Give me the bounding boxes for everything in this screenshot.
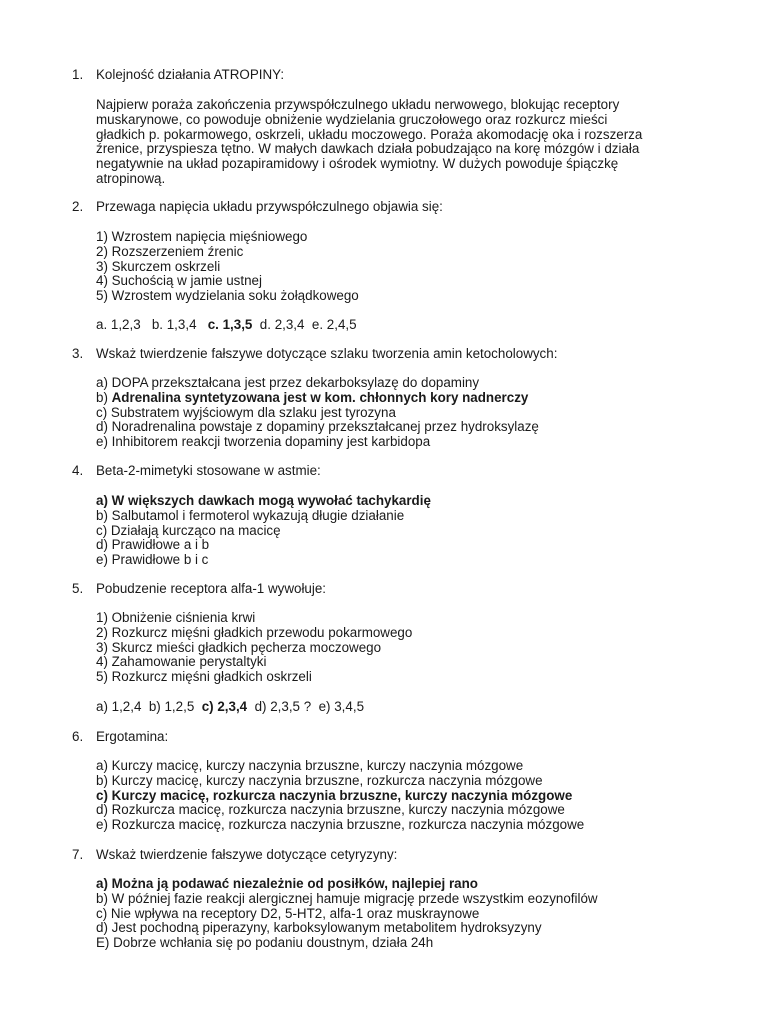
answer-b: b) 1,2,5 [148, 699, 202, 714]
option-item: 4) Suchością w jamie ustnej [96, 273, 262, 289]
question-2-answers [96, 318, 357, 333]
answer-b: b. 1,3,4 [151, 317, 208, 332]
option-item: 3) Skurcz mieści gładkich pęcherza moczowego [96, 639, 382, 655]
option-e: e) Inhibitorem reakcji tworzenia dopaminy jest karbidopa [96, 434, 431, 450]
option-c-correct: c) Kurczy macicę, rozkurcza naczynia brzuszne, kurczy naczynia mózgowe [96, 787, 573, 803]
answer-c-correct: c) 2,3,4 [201, 699, 248, 714]
question-title: Beta-2-mimetyki stosowane w astmie: [96, 463, 321, 478]
option-item: 1) Obniżenie ciśnienia krwi [96, 610, 256, 625]
option-b-correct: Adrenalina syntetyzowana jest w kom. chłonnych kory nadnerczy [111, 389, 529, 405]
question-number: 4. [72, 463, 84, 478]
paragraph-line: atropinową. [96, 170, 166, 186]
answer-e: e) 3,4,5 [318, 699, 365, 714]
option-d: d) Prawidłowe a i b [96, 537, 210, 553]
question-4-heading [72, 464, 321, 479]
option-item: 5) Rozkurcz mięśni gładkich oskrzeli [96, 669, 312, 685]
option-a-correct: a) W większych dawkach mogą wywołać tachykardię [96, 493, 431, 508]
paragraph-line: Najpierw poraża zakończenia przywspółczulnego układu nerwowego, blokując receptory [96, 97, 620, 112]
question-title: Przewaga napięcia układu przywspółczulnego objawia się: [96, 199, 443, 214]
paragraph-line: muskarynowe, co powoduje obniżenie wydzielania gruczołowego oraz rozkurcz mieści [96, 111, 608, 127]
question-6-options [96, 759, 696, 833]
question-title: Pobudzenie receptora alfa-1 wywołuje: [96, 581, 327, 596]
option-item: 5) Wzrostem wydzielania soku żołądkowego [96, 288, 359, 304]
question-number: 1. [72, 67, 84, 82]
option-b: b) W później fazie reakcji alergicznej hamuje migrację przede wszystkim eozynofilów [96, 890, 598, 906]
question-number: 2. [72, 199, 84, 214]
answer-e: e. 2,4,5 [311, 317, 357, 332]
option-a: a) DOPA przekształcana jest przez dekarboksylazę do dopaminy [96, 375, 480, 390]
question-number: 3. [72, 346, 84, 361]
option-e: E) Dobrze wchłania się po podaniu doustnym, działa 24h [96, 935, 434, 951]
question-3-options [96, 376, 696, 450]
option-c: c) Działają kurcząco na macicę [96, 522, 281, 538]
question-number: 7. [72, 847, 84, 862]
option-d: d) Noradrenalina powstaje z dopaminy przekształcanej przez hydroksylazę [96, 419, 539, 435]
option-a-correct: a) Można ją podawać niezależnie od posiłków, najlepiej rano [96, 876, 478, 891]
question-3-heading [72, 347, 557, 362]
option-e: e) Prawidłowe b i c [96, 552, 209, 568]
question-5-answers [96, 700, 364, 715]
question-1-paragraph [96, 98, 696, 187]
question-6-heading [72, 730, 168, 745]
question-title: Ergotamina: [96, 729, 169, 744]
option-b-prefix: b) [96, 389, 112, 405]
question-number: 6. [72, 729, 84, 744]
option-item: 3) Skurczem oskrzeli [96, 258, 221, 274]
question-title: Wskaż twierdzenie fałszywe dotyczące cetyryzyny: [96, 847, 398, 862]
option-b: b) Salbutamol i fermoterol wykazują długie działanie [96, 507, 405, 523]
question-2-heading [72, 200, 443, 215]
question-title: Kolejność działania ATROPINY: [96, 67, 285, 82]
option-item: 4) Zahamowanie perystaltyki [96, 654, 267, 670]
option-a: a) Kurczy macicę, kurczy naczynia brzuszne, kurczy naczynia mózgowe [96, 758, 524, 773]
option-b [96, 391, 696, 406]
question-4-options [96, 494, 696, 568]
option-item: 2) Rozszerzeniem źrenic [96, 243, 244, 259]
question-7-heading [72, 848, 397, 863]
paragraph-line: źrenice, przyspiesza tętno. W małych dawkach działa pobudzająco na korę mózgów i działa [96, 141, 640, 157]
answer-a: a. 1,2,3 [96, 317, 152, 332]
question-title: Wskaż twierdzenie fałszywe dotyczące szlaku tworzenia amin ketocholowych: [96, 346, 558, 361]
option-d: d) Jest pochodną piperazyny, karboksylowanym metabolitem hydroksyzyny [96, 920, 542, 936]
option-e: e) Rozkurcza macicę, rozkurcza naczynia brzuszne, rozkurcza naczynia mózgowe [96, 817, 585, 833]
option-c: c) Nie wpływa na receptory D2, 5-HT2, alfa-1 oraz muskraynowe [96, 905, 480, 921]
option-item: 1) Wzrostem napięcia mięśniowego [96, 229, 308, 244]
question-7-options [96, 877, 696, 951]
answer-d: d. 2,3,4 [252, 317, 312, 332]
question-2-options [96, 230, 696, 304]
option-d: d) Rozkurcza macicę, rozkurcza naczynia brzuszne, kurczy naczynia mózgowe [96, 802, 565, 818]
paragraph-line: gładkich p. pokarmowego, oskrzeli, układu moczowego. Poraża akomodację oka i rozszerza [96, 126, 643, 142]
question-5-heading [72, 582, 326, 597]
option-c: c) Substratem wyjściowym dla szlaku jest tyrozyna [96, 404, 396, 420]
question-5-options [96, 611, 696, 685]
option-item: 2) Rozkurcz mięśni gładkich przewodu pokarmowego [96, 624, 413, 640]
answer-a: a) 1,2,4 [96, 699, 149, 714]
question-1-heading [72, 68, 284, 83]
option-b: b) Kurczy macicę, kurczy naczynia brzuszne, rozkurcza naczynia mózgowe [96, 772, 543, 788]
answer-c-correct: c. 1,3,5 [207, 317, 253, 332]
answer-d: d) 2,3,5 ? [247, 699, 319, 714]
question-number: 5. [72, 581, 84, 596]
paragraph-line: negatywnie na układ pozapiramidowy i ośrodek wymiotny. W dużych powoduje śpiączkę [96, 156, 619, 172]
